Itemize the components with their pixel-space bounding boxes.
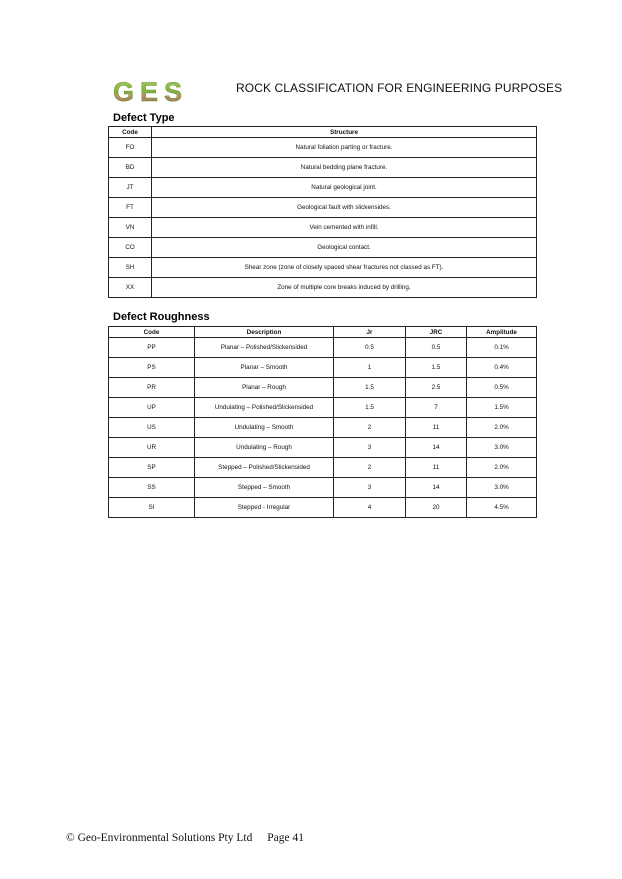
code-cell: FO — [109, 138, 152, 158]
table-row — [109, 438, 537, 458]
amplitude-cell: 1.5% — [467, 398, 537, 418]
code-cell: UR — [109, 438, 195, 458]
column-header-description: Description — [195, 327, 334, 338]
table-row — [109, 158, 537, 178]
jr-cell: 1.5 — [334, 398, 406, 418]
table-header-row — [109, 327, 537, 338]
amplitude-cell: 3.0% — [467, 478, 537, 498]
structure-cell: Natural geological joint. — [152, 178, 537, 198]
column-header-jrc: JRC — [406, 327, 467, 338]
document-title: ROCK CLASSIFICATION FOR ENGINEERING PURPOSES — [236, 81, 563, 95]
description-cell: Stepped - Irregular — [195, 498, 334, 518]
defect-type-table — [108, 126, 537, 298]
ges-logo — [113, 78, 207, 104]
table-row — [109, 398, 537, 418]
amplitude-cell: 0.4% — [467, 358, 537, 378]
table-row — [109, 358, 537, 378]
code-cell: VN — [109, 218, 152, 238]
structure-cell: Zone of multiple core breaks induced by drilling. — [152, 278, 537, 298]
table-row — [109, 458, 537, 478]
jr-cell: 3 — [334, 478, 406, 498]
table-row — [109, 138, 537, 158]
svg-text:GES: GES — [113, 78, 189, 104]
code-cell: SS — [109, 478, 195, 498]
jrc-cell: 1.5 — [406, 358, 467, 378]
jr-cell: 4 — [334, 498, 406, 518]
page-footer — [66, 832, 316, 844]
table-row — [109, 198, 537, 218]
jrc-cell: 11 — [406, 418, 467, 438]
structure-cell: Geological fault with slickensides. — [152, 198, 537, 218]
jrc-cell: 0.5 — [406, 338, 467, 358]
code-cell: SP — [109, 458, 195, 478]
jrc-cell: 2.5 — [406, 378, 467, 398]
column-header-code: Code — [109, 327, 195, 338]
structure-cell: Vein cemented with infill. — [152, 218, 537, 238]
footer-page-number: Page 41 — [267, 832, 304, 844]
code-cell: CO — [109, 238, 152, 258]
structure-cell: Natural bedding plane fracture. — [152, 158, 537, 178]
defect-roughness-table — [108, 326, 537, 518]
jrc-cell: 20 — [406, 498, 467, 518]
code-cell: SI — [109, 498, 195, 518]
code-cell: JT — [109, 178, 152, 198]
jr-cell: 0.5 — [334, 338, 406, 358]
column-header-code: Code — [109, 127, 152, 138]
ges-logo-graphic — [113, 78, 207, 104]
table-row — [109, 258, 537, 278]
table-row — [109, 178, 537, 198]
amplitude-cell: 0.5% — [467, 378, 537, 398]
jr-cell: 1 — [334, 358, 406, 378]
column-header-amplitude: Amplitude — [467, 327, 537, 338]
table-row — [109, 378, 537, 398]
defect-roughness-heading: Defect Roughness — [113, 311, 210, 323]
description-cell: Planar – Smooth — [195, 358, 334, 378]
table-row — [109, 278, 537, 298]
code-cell: SH — [109, 258, 152, 278]
table-row — [109, 478, 537, 498]
amplitude-cell: 2.0% — [467, 418, 537, 438]
defect-type-heading: Defect Type — [113, 112, 175, 124]
table-row — [109, 338, 537, 358]
jrc-cell: 14 — [406, 478, 467, 498]
column-header-structure: Structure — [152, 127, 537, 138]
code-cell: PP — [109, 338, 195, 358]
table-row — [109, 498, 537, 518]
table-row — [109, 218, 537, 238]
structure-cell: Shear zone (zone of closely spaced shear fractures not classed as FT). — [152, 258, 537, 278]
code-cell: US — [109, 418, 195, 438]
description-cell: Planar – Polished/Slickensided — [195, 338, 334, 358]
amplitude-cell: 0.1% — [467, 338, 537, 358]
footer-copyright: © Geo-Environmental Solutions Pty Ltd — [66, 832, 253, 844]
amplitude-cell: 4.5% — [467, 498, 537, 518]
code-cell: FT — [109, 198, 152, 218]
column-header-jr: Jr — [334, 327, 406, 338]
description-cell: Undulating – Polished/Slickensided — [195, 398, 334, 418]
jr-cell: 3 — [334, 438, 406, 458]
code-cell: PR — [109, 378, 195, 398]
description-cell: Undulating – Rough — [195, 438, 334, 458]
jr-cell: 2 — [334, 458, 406, 478]
description-cell: Planar – Rough — [195, 378, 334, 398]
table-header-row — [109, 127, 537, 138]
description-cell: Stepped – Smooth — [195, 478, 334, 498]
amplitude-cell: 2.0% — [467, 458, 537, 478]
jr-cell: 2 — [334, 418, 406, 438]
jrc-cell: 7 — [406, 398, 467, 418]
structure-cell: Geological contact. — [152, 238, 537, 258]
description-cell: Stepped – Polished/Slickensided — [195, 458, 334, 478]
code-cell: PS — [109, 358, 195, 378]
code-cell: XX — [109, 278, 152, 298]
code-cell: UP — [109, 398, 195, 418]
description-cell: Undulating – Smooth — [195, 418, 334, 438]
table-row — [109, 418, 537, 438]
jr-cell: 1.5 — [334, 378, 406, 398]
jrc-cell: 14 — [406, 438, 467, 458]
table-row — [109, 238, 537, 258]
jrc-cell: 11 — [406, 458, 467, 478]
structure-cell: Natural foliation parting or fracture. — [152, 138, 537, 158]
code-cell: BD — [109, 158, 152, 178]
amplitude-cell: 3.0% — [467, 438, 537, 458]
